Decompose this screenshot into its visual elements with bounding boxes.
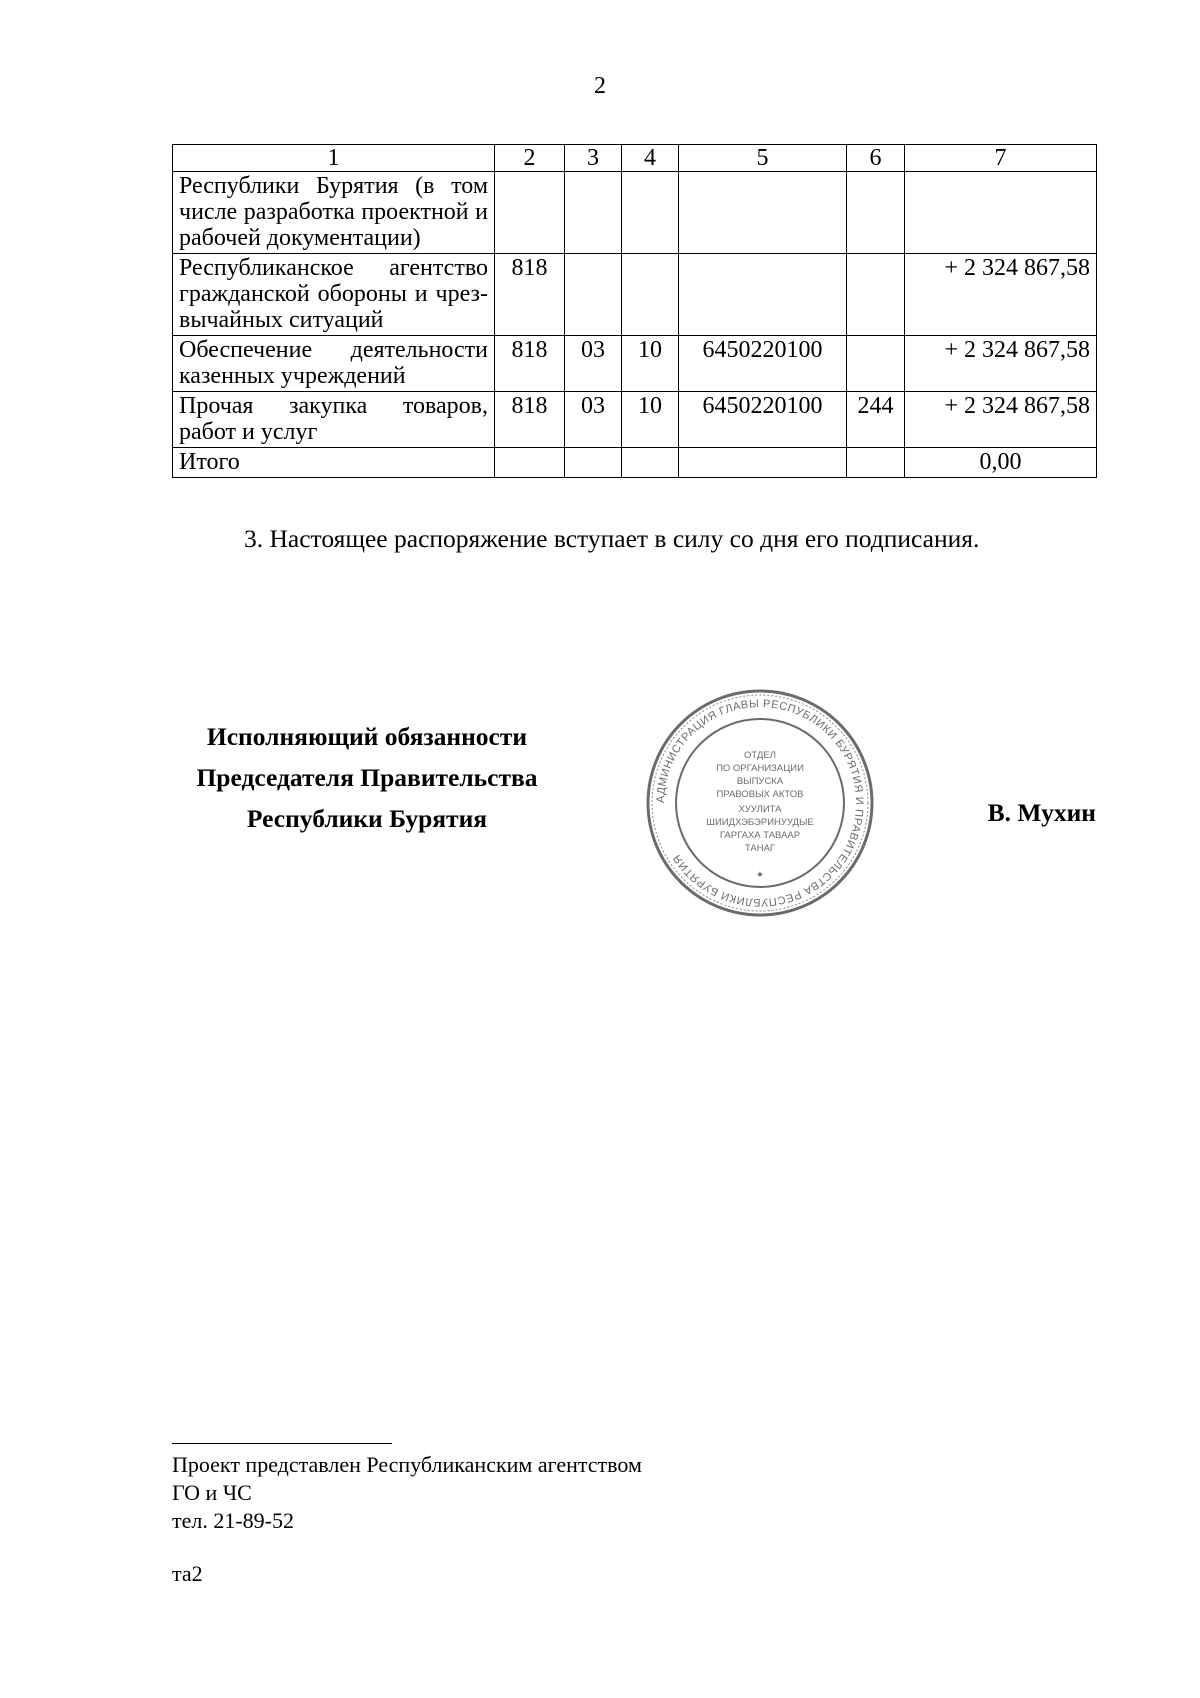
svg-text:ПРАВОВЫХ АКТОВ: ПРАВОВЫХ АКТОВ: [716, 789, 804, 800]
table-cell-description: Обеспечение деятельности казенных учреждений: [173, 336, 495, 392]
table-cell: [847, 172, 905, 254]
footnote-line: ГО и ЧС: [172, 1480, 252, 1505]
table-row: [173, 172, 1097, 254]
table-cell: 818: [495, 254, 565, 336]
clause-text: 3. Настоящее распоряжение вступает в силу со дня его подписания.: [244, 524, 980, 553]
table-cell-description: Прочая закупка товаров, работ и услуг: [173, 392, 495, 448]
svg-text:ВЫПУСКА: ВЫПУСКА: [736, 776, 784, 787]
svg-text:ХУУЛИТА: ХУУЛИТА: [738, 804, 782, 815]
table-header-cell: 2: [495, 145, 565, 172]
seal-inner-text: [706, 750, 813, 854]
table-total-row: [173, 448, 1097, 478]
page-number: 2: [594, 73, 606, 99]
table-cell: 818: [495, 392, 565, 448]
table-cell: [847, 254, 905, 336]
svg-text:ОТДЕЛ: ОТДЕЛ: [744, 750, 776, 761]
table-cell: [565, 172, 622, 254]
table-cell: 03: [565, 392, 622, 448]
official-seal-stamp: [645, 688, 875, 918]
footnote-phone: тел. 21-89-52: [172, 1508, 295, 1533]
table-cell: [622, 254, 679, 336]
table-cell: 10: [622, 336, 679, 392]
table-cell-description: Республиканское агентство гражданской обороны и чрез-вычайных ситуаций: [173, 254, 495, 336]
table-header-cell: 4: [622, 145, 679, 172]
signatory-position-line: Председателя Правительства: [196, 763, 538, 792]
table-cell: 03: [565, 336, 622, 392]
seal-inner-ring: [676, 719, 844, 887]
table-cell: [679, 254, 847, 336]
table-header-row: [173, 145, 1097, 172]
seal-outer-ring: [648, 691, 872, 915]
table-cell: 6450220100: [679, 392, 847, 448]
table-cell-amount: + 2 324 867,58: [905, 254, 1097, 336]
table-cell: 244: [847, 392, 905, 448]
signatory-name: В. Мухин: [987, 798, 1096, 827]
file-code: та2: [172, 1561, 203, 1586]
table-cell: 6450220100: [679, 336, 847, 392]
signatory-position-line: Республики Бурятия: [246, 804, 488, 833]
seal-outer-text: АДМИНИСТРАЦИЯ ГЛАВЫ РЕСПУБЛИКИ БУРЯТИЯ И ПРАВИТЕЛЬСТВА РЕСПУБЛИКИ БУРЯТИЯ: [654, 697, 866, 909]
table-header-cell: 7: [905, 145, 1097, 172]
footnote: [172, 1451, 642, 1535]
table-cell: [622, 448, 679, 478]
footnote-line: Проект представлен Республиканским агентством: [172, 1452, 642, 1477]
footnote-divider: [172, 1443, 392, 1444]
table-cell: [565, 254, 622, 336]
table-header-cell: 5: [679, 145, 847, 172]
table-cell-amount: [905, 172, 1097, 254]
table-cell: [847, 336, 905, 392]
seal-graphic: [645, 688, 875, 918]
table-cell-description: Республики Бурятия (в том числе разработка проектной и рабочей документации): [173, 172, 495, 254]
table-cell-amount: + 2 324 867,58: [905, 336, 1097, 392]
svg-text:ГАРГАХА ТАВААР: ГАРГАХА ТАВААР: [719, 830, 801, 841]
table-row: [173, 336, 1097, 392]
table-header-cell: 1: [173, 145, 495, 172]
table-cell-total: 0,00: [905, 448, 1097, 478]
table-row: [173, 392, 1097, 448]
table-header-cell: 6: [847, 145, 905, 172]
table-cell: [565, 448, 622, 478]
svg-text:ПО ОРГАНИЗАЦИИ: ПО ОРГАНИЗАЦИИ: [716, 763, 804, 774]
table-cell-amount: + 2 324 867,58: [905, 392, 1097, 448]
table-cell: [495, 172, 565, 254]
table-cell: [679, 448, 847, 478]
table-cell: 818: [495, 336, 565, 392]
signatory-position: [172, 716, 562, 839]
budget-table: [172, 144, 1097, 478]
table-row: [173, 254, 1097, 336]
table-header-cell: 3: [565, 145, 622, 172]
table-cell-description: Итого: [173, 448, 495, 478]
table-cell: [679, 172, 847, 254]
seal-star-icon: ✦: [755, 870, 765, 881]
svg-text:ТАНАГ: ТАНАГ: [744, 843, 776, 854]
svg-text:ШИИДХЭБЭРИНУУДЫЕ: ШИИДХЭБЭРИНУУДЫЕ: [706, 817, 814, 828]
table-cell: [622, 172, 679, 254]
signatory-position-line: Исполняющий обязанности: [206, 722, 528, 751]
table-cell: [847, 448, 905, 478]
table-cell: 10: [622, 392, 679, 448]
table-cell: [495, 448, 565, 478]
